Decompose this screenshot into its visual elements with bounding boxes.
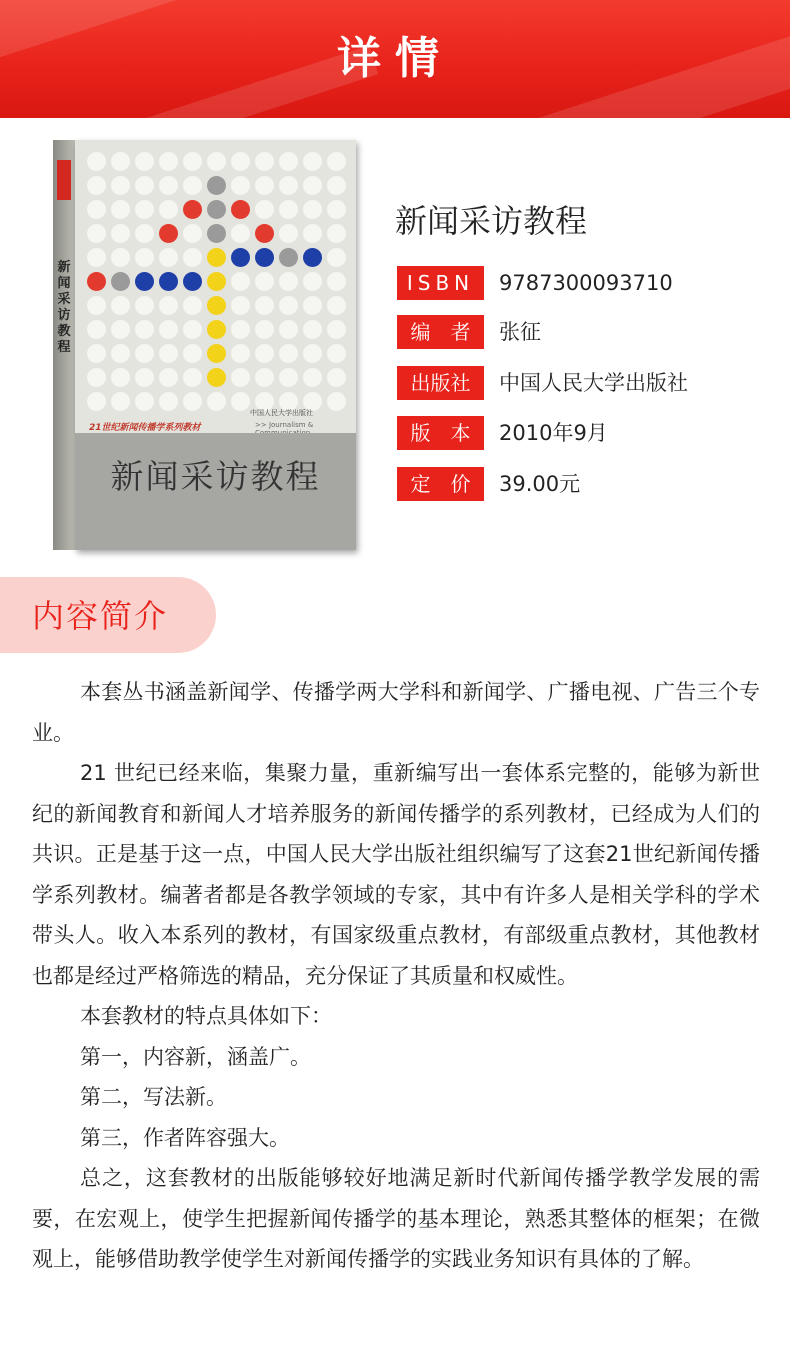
book-cover-image [53,140,356,550]
book-spine [53,140,75,550]
cover-dot [159,176,178,195]
cover-dot [207,200,226,219]
cover-dot [327,368,346,387]
publisher-value: 中国人民大学出版社 [499,371,688,395]
cover-dot [111,392,130,411]
header-banner [0,0,790,118]
cover-publisher: 中国人民大学出版社 [250,409,313,417]
cover-dot [303,272,322,291]
intro-paragraph: 第一，内容新，涵盖广。 [80,1044,311,1069]
cover-dot [207,344,226,363]
banner-title: 详情 [337,33,453,84]
cover-dot [135,320,154,339]
cover-dot [159,272,178,291]
cover-dot [303,368,322,387]
cover-dot [255,200,274,219]
cover-dot [279,272,298,291]
cover-dot [87,344,106,363]
intro-paragraph: 本套丛书涵盖新闻学、传播学两大学科和新闻学、广播电视、广告三个专业。 [32,680,760,745]
cover-dot [303,152,322,171]
spine-title: 新闻采访教程 [57,260,71,355]
cover-dot [159,320,178,339]
cover-dot [231,224,250,243]
cover-dot [159,152,178,171]
cover-dot [183,296,202,315]
cover-dot [303,200,322,219]
cover-dot [231,200,250,219]
cover-title: 新闻采访教程 [110,457,321,496]
cover-dot [231,176,250,195]
publisher-label: 出版社 [397,366,484,400]
cover-dot [87,152,106,171]
cover-dot [327,296,346,315]
cover-dot [279,176,298,195]
book-front-cover [75,140,356,550]
cover-series: 21世纪新闻传播学系列教材 [89,423,201,433]
cover-dot [183,224,202,243]
cover-dot [231,368,250,387]
cover-title-band [75,433,356,550]
cover-dot [87,224,106,243]
section-header-intro [0,577,216,653]
cover-dot [135,176,154,195]
cover-dot [207,152,226,171]
cover-dot [279,368,298,387]
cover-dot [255,368,274,387]
isbn-value: 9787300093710 [499,271,673,295]
cover-dot [327,152,346,171]
cover-dot [231,152,250,171]
cover-dot [183,200,202,219]
cover-dot [135,200,154,219]
cover-dot [111,320,130,339]
cover-dot [207,248,226,267]
cover-dot [327,272,346,291]
cover-dot [111,296,130,315]
cover-dot [207,320,226,339]
cover-dot [111,272,130,291]
cover-dot [111,344,130,363]
cover-dot [255,320,274,339]
cover-dot [111,224,130,243]
cover-dot [327,344,346,363]
cover-dot [135,392,154,411]
price-label: 定 价 [397,467,484,501]
cover-dot [87,296,106,315]
cover-dot [183,344,202,363]
cover-dot [303,296,322,315]
cover-dot [135,272,154,291]
book-title: 新闻采访教程 [395,202,588,240]
cover-dot [183,272,202,291]
cover-dot [279,224,298,243]
cover-dot [255,344,274,363]
cover-dot [111,152,130,171]
cover-dot [255,272,274,291]
cover-dot [327,248,346,267]
cover-dot [135,152,154,171]
cover-dot [303,320,322,339]
cover-dot [207,368,226,387]
cover-dot [327,320,346,339]
cover-dot [111,176,130,195]
cover-dot [327,224,346,243]
cover-dot [327,392,346,411]
cover-dot [183,392,202,411]
cover-dot [87,272,106,291]
cover-dot [231,392,250,411]
intro-paragraph: 第二，写法新。 [80,1085,227,1109]
cover-dot [255,296,274,315]
intro-content [32,672,760,1280]
isbn-label: ISBN [397,266,484,300]
cover-dot [207,296,226,315]
cover-dot [159,296,178,315]
cover-dot [231,272,250,291]
intro-paragraph: 总之，这套教材的出版能够较好地满足新时代新闻传播学教学发展的需要，在宏观上，使学生把握新闻传播学的基本理论，熟悉其整体的框架；在微观上，能够借助教学使学生对新闻传播学的实践业务知识有具体的了解。 [32,1166,760,1271]
cover-dot [87,200,106,219]
cover-dot [207,272,226,291]
cover-dot [135,248,154,267]
cover-dot [135,344,154,363]
cover-dot [279,296,298,315]
cover-dot [159,248,178,267]
edition-label: 版 本 [397,416,484,450]
cover-dot [183,248,202,267]
cover-dot [159,392,178,411]
cover-dot [279,320,298,339]
cover-dot [207,392,226,411]
dot-pattern [87,152,347,422]
cover-dot [231,248,250,267]
cover-dot [159,368,178,387]
cover-dot [255,152,274,171]
cover-series-en: >> Journalism & [255,421,314,429]
cover-dot [231,296,250,315]
cover-dot [87,392,106,411]
intro-paragraph: 本套教材的特点具体如下： [80,1004,332,1028]
cover-dot [111,248,130,267]
cover-dot [135,224,154,243]
cover-dot [135,368,154,387]
cover-dot [327,200,346,219]
cover-dot [111,200,130,219]
cover-dot [231,320,250,339]
cover-dot [255,176,274,195]
cover-dot [231,344,250,363]
section-title: 内容简介 [32,597,169,635]
price-value: 39.00元 [499,472,581,496]
cover-dot [87,248,106,267]
cover-dot [183,368,202,387]
intro-paragraph: 第三，作者阵容强大。 [80,1125,290,1150]
cover-dot [87,320,106,339]
cover-dot [255,248,274,267]
cover-dot [207,176,226,195]
cover-dot [207,224,226,243]
cover-dot [183,152,202,171]
cover-dot [183,176,202,195]
editor-value: 张征 [499,320,541,344]
cover-dot [327,176,346,195]
editor-label: 编 者 [397,315,484,349]
cover-dot [87,368,106,387]
cover-dot [279,248,298,267]
cover-dot [159,344,178,363]
cover-dot [303,344,322,363]
edition-value: 2010年9月 [499,421,608,445]
cover-dot [159,200,178,219]
cover-dot [87,176,106,195]
cover-dot [279,344,298,363]
cover-dot [279,200,298,219]
cover-dot [159,224,178,243]
cover-dot [111,368,130,387]
cover-dot [303,176,322,195]
cover-dot [303,248,322,267]
cover-dot [255,224,274,243]
cover-dot [279,152,298,171]
cover-dot [303,224,322,243]
cover-dot [183,320,202,339]
cover-dot [135,296,154,315]
intro-paragraph: 21 世纪已经来临，集聚力量，重新编写出一套体系完整的，能够为新世纪的新闻教育和新闻人才培养服务的新闻传播学的系列教材，已经成为人们的共识。正是基于这一点，中国人民大学出版社组织编写了这套21世纪新闻传播学系列教材。编著者都是各教学领域的专家，其中有许多人是相关学科的学术带头人。收入本系列的教材，有国家级重点教材，有部级重点教材，其他教材也都是经过严格筛选的精品，充分保证了其质量和权威性。 [32,761,760,988]
